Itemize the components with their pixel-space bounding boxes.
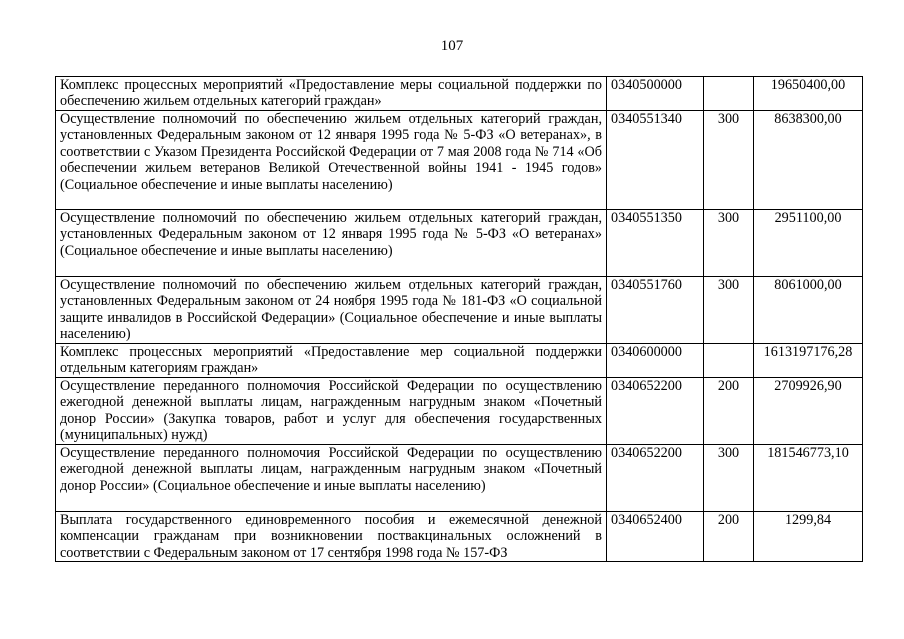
- page-number: 107: [440, 38, 464, 54]
- row-expense-type-cell: 200: [704, 378, 754, 445]
- row-name-cell: Осуществление полномочий по обеспечению жильем отдельных категорий граждан, установленных Федеральным законом от 12 января 1995 года № 5-ФЗ «О ветеранах» (Социальное обеспечение и иные выплаты населению): [56, 210, 607, 277]
- row-expense-type-cell: 300: [704, 445, 754, 512]
- table-row: [56, 512, 863, 562]
- row-expense-type-cell: [704, 344, 754, 378]
- row-target-code-cell: 0340551350: [607, 210, 704, 277]
- row-amount-cell: 8638300,00: [754, 111, 863, 210]
- row-expense-type-cell: 200: [704, 512, 754, 562]
- table-row: [56, 277, 863, 344]
- row-amount-cell: 181546773,10: [754, 445, 863, 512]
- row-target-code-cell: 0340600000: [607, 344, 704, 378]
- row-amount-cell: 1613197176,28: [754, 344, 863, 378]
- row-name-cell: Выплата государственного единовременного пособия и ежемесячной денежной компенсации гражданам при возникновении поствакцинальных осложнений в соответствии с Федеральным законом от 17 сентября 1998 года № 157-ФЗ: [56, 512, 607, 562]
- table-row: [56, 445, 863, 512]
- row-amount-cell: 8061000,00: [754, 277, 863, 344]
- row-expense-type-cell: 300: [704, 210, 754, 277]
- row-expense-type-cell: [704, 77, 754, 111]
- row-target-code-cell: 0340551760: [607, 277, 704, 344]
- row-name-cell: Комплекс процессных мероприятий «Предоставление меры социальной поддержки по обеспечению жильем отдельных категорий граждан»: [56, 77, 607, 111]
- row-target-code-cell: 0340652400: [607, 512, 704, 562]
- table-row: [56, 210, 863, 277]
- row-target-code-cell: 0340652200: [607, 445, 704, 512]
- row-name-cell: Осуществление полномочий по обеспечению жильем отдельных категорий граждан, установленных Федеральным законом от 24 ноября 1995 года № 181-ФЗ «О социальной защите инвалидов в Российской Федерации» (Социальное обеспечение и иные выплаты населению): [56, 277, 607, 344]
- table-row: [56, 111, 863, 210]
- row-amount-cell: 2951100,00: [754, 210, 863, 277]
- row-name-cell: Осуществление полномочий по обеспечению жильем отдельных категорий граждан, установленных Федеральным законом от 12 января 1995 года № 5-ФЗ «О ветеранах», в соответствии с Указом Президента Российской Федерации от 7 мая 2008 года № 714 «Об обеспечении жильем ветеранов Великой Отечественной войны 1941 - 1945 годов» (Социальное обеспечение и иные выплаты населению): [56, 111, 607, 210]
- row-target-code-cell: 0340500000: [607, 77, 704, 111]
- row-name-cell: Осуществление переданного полномочия Российской Федерации по осуществлению ежегодной денежной выплаты лицам, награжденным нагрудным знаком «Почетный донор России» (Социальное обеспечение и иные выплаты населению): [56, 445, 607, 512]
- row-name-cell: Комплекс процессных мероприятий «Предоставление мер социальной поддержки отдельным категориям граждан»: [56, 344, 607, 378]
- row-expense-type-cell: 300: [704, 277, 754, 344]
- row-expense-type-cell: 300: [704, 111, 754, 210]
- row-name-cell: Осуществление переданного полномочия Российской Федерации по осуществлению ежегодной денежной выплаты лицам, награжденным нагрудным знаком «Почетный донор России» (Закупка товаров, работ и услуг для обеспечения государственных (муниципальных) нужд): [56, 378, 607, 445]
- table-row: [56, 378, 863, 445]
- table-row: [56, 77, 863, 111]
- budget-table: [55, 76, 863, 562]
- row-amount-cell: 2709926,90: [754, 378, 863, 445]
- row-amount-cell: 1299,84: [754, 512, 863, 562]
- row-amount-cell: 19650400,00: [754, 77, 863, 111]
- row-target-code-cell: 0340652200: [607, 378, 704, 445]
- table-row: [56, 344, 863, 378]
- row-target-code-cell: 0340551340: [607, 111, 704, 210]
